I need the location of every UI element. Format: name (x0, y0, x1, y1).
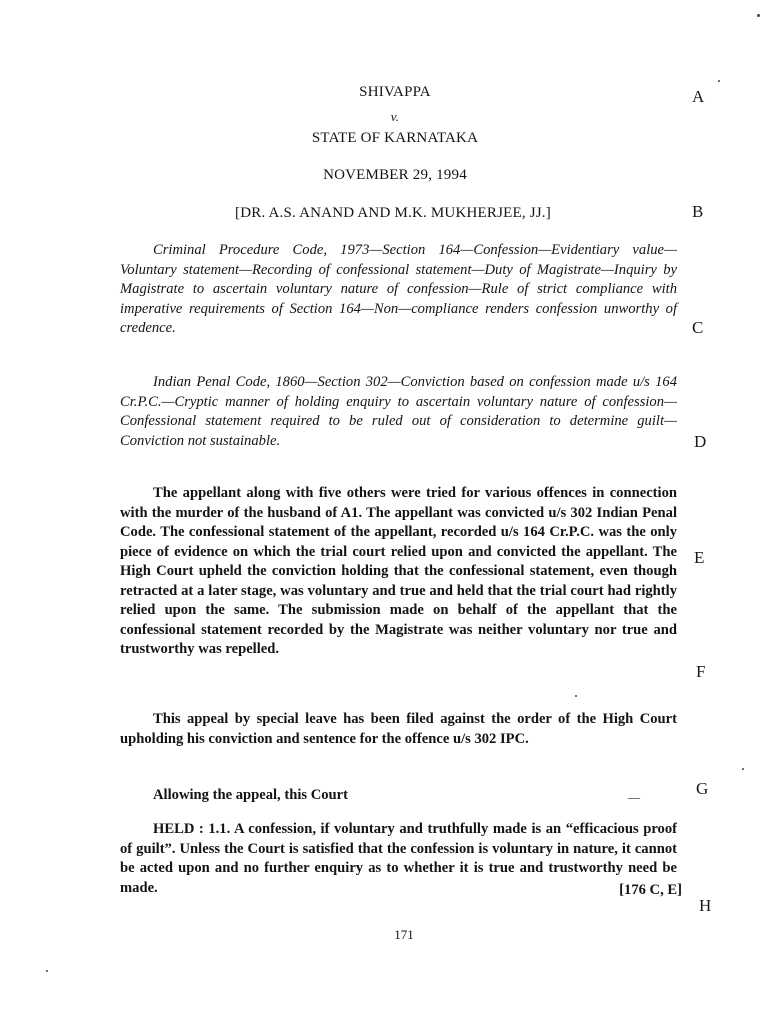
allowing-text: Allowing the appeal, this Court (153, 787, 349, 803)
held-reference: [176 C, E] (619, 882, 682, 898)
scan-speck (742, 768, 744, 770)
appeal-text: This appeal by special leave has been filed against the order of the High Court upholding his conviction and sentence for the offence u/s 302 IPC. (120, 711, 677, 747)
margin-letter-c: C (692, 318, 704, 337)
scan-speck (757, 14, 760, 17)
appeal-paragraph (120, 710, 677, 749)
margin-letter-a: A (692, 87, 705, 106)
headnote-criminal-procedure (120, 241, 677, 339)
margin-letter-h: H (699, 896, 712, 915)
margin-letter-g: G (696, 779, 709, 798)
party-one: SHIVAPPA (359, 84, 431, 100)
margin-letter-e: E (694, 548, 705, 567)
held-paragraph (120, 820, 677, 898)
versus: v. (390, 109, 400, 124)
page-number: 171 (394, 927, 414, 942)
dash-mark: — (628, 790, 640, 804)
facts-paragraph (120, 484, 677, 660)
headnote-indian-penal-code (120, 373, 677, 451)
held-text: HELD : 1.1. A confession, if voluntary and truthfully made is an “efficacious proof of guilt”. Unless the Court is satisfied that the confession is voluntary in nature, it cannot be acted upon and no further enquiry as to whether it is true and trustworthy need be made. (120, 821, 677, 896)
bench: [DR. A.S. ANAND AND M.K. MUKHERJEE, JJ.] (235, 205, 551, 221)
allowing-paragraph (120, 786, 677, 806)
headnote-2-text: Indian Penal Code, 1860—Section 302—Conviction based on confession made u/s 164 Cr.P.C.—Cryptic manner of holding enquiry to ascertain voluntary nature of confession—Confessional statement required to be ruled out of consideration to determine guilt—Conviction not sustainable. (120, 374, 677, 449)
party-two: STATE OF KARNATAKA (311, 130, 479, 146)
scan-speck (575, 695, 577, 697)
headnote-1-text: Criminal Procedure Code, 1973—Section 164—Confession—Evidentiary value—Voluntary statement—Recording of confessional statement—Duty of Magistrate—Inquiry by Magistrate to ascertain voluntary nature of confession—Rule of strict compliance with imperative requirements of Section 164—Non—compliance renders confession unworthy of credence. (120, 242, 677, 336)
judgment-date: NOVEMBER 29, 1994 (323, 167, 467, 183)
scan-speck (46, 970, 48, 972)
margin-letter-b: B (692, 202, 704, 221)
facts-text: The appellant along with five others were tried for various offences in connection with the murder of the husband of A1. The appellant was convicted u/s 302 Indian Penal Code. The confessional statement of the appellant, recorded u/s 164 Cr.P.C. was the only piece of evidence on which the trial court relied upon and convicted the appellant. The High Court upheld the conviction holding that the confessional statement, even though retracted at a later stage, was voluntary and true and held that the trial court had rightly relied upon the same. The submission made on behalf of the appellant that the confessional statement recorded by the Magistrate was neither voluntary nor true and trustworthy was repelled. (120, 485, 677, 657)
margin-letter-f: F (696, 662, 706, 681)
scan-speck (718, 80, 720, 82)
margin-letter-d: D (694, 432, 707, 451)
